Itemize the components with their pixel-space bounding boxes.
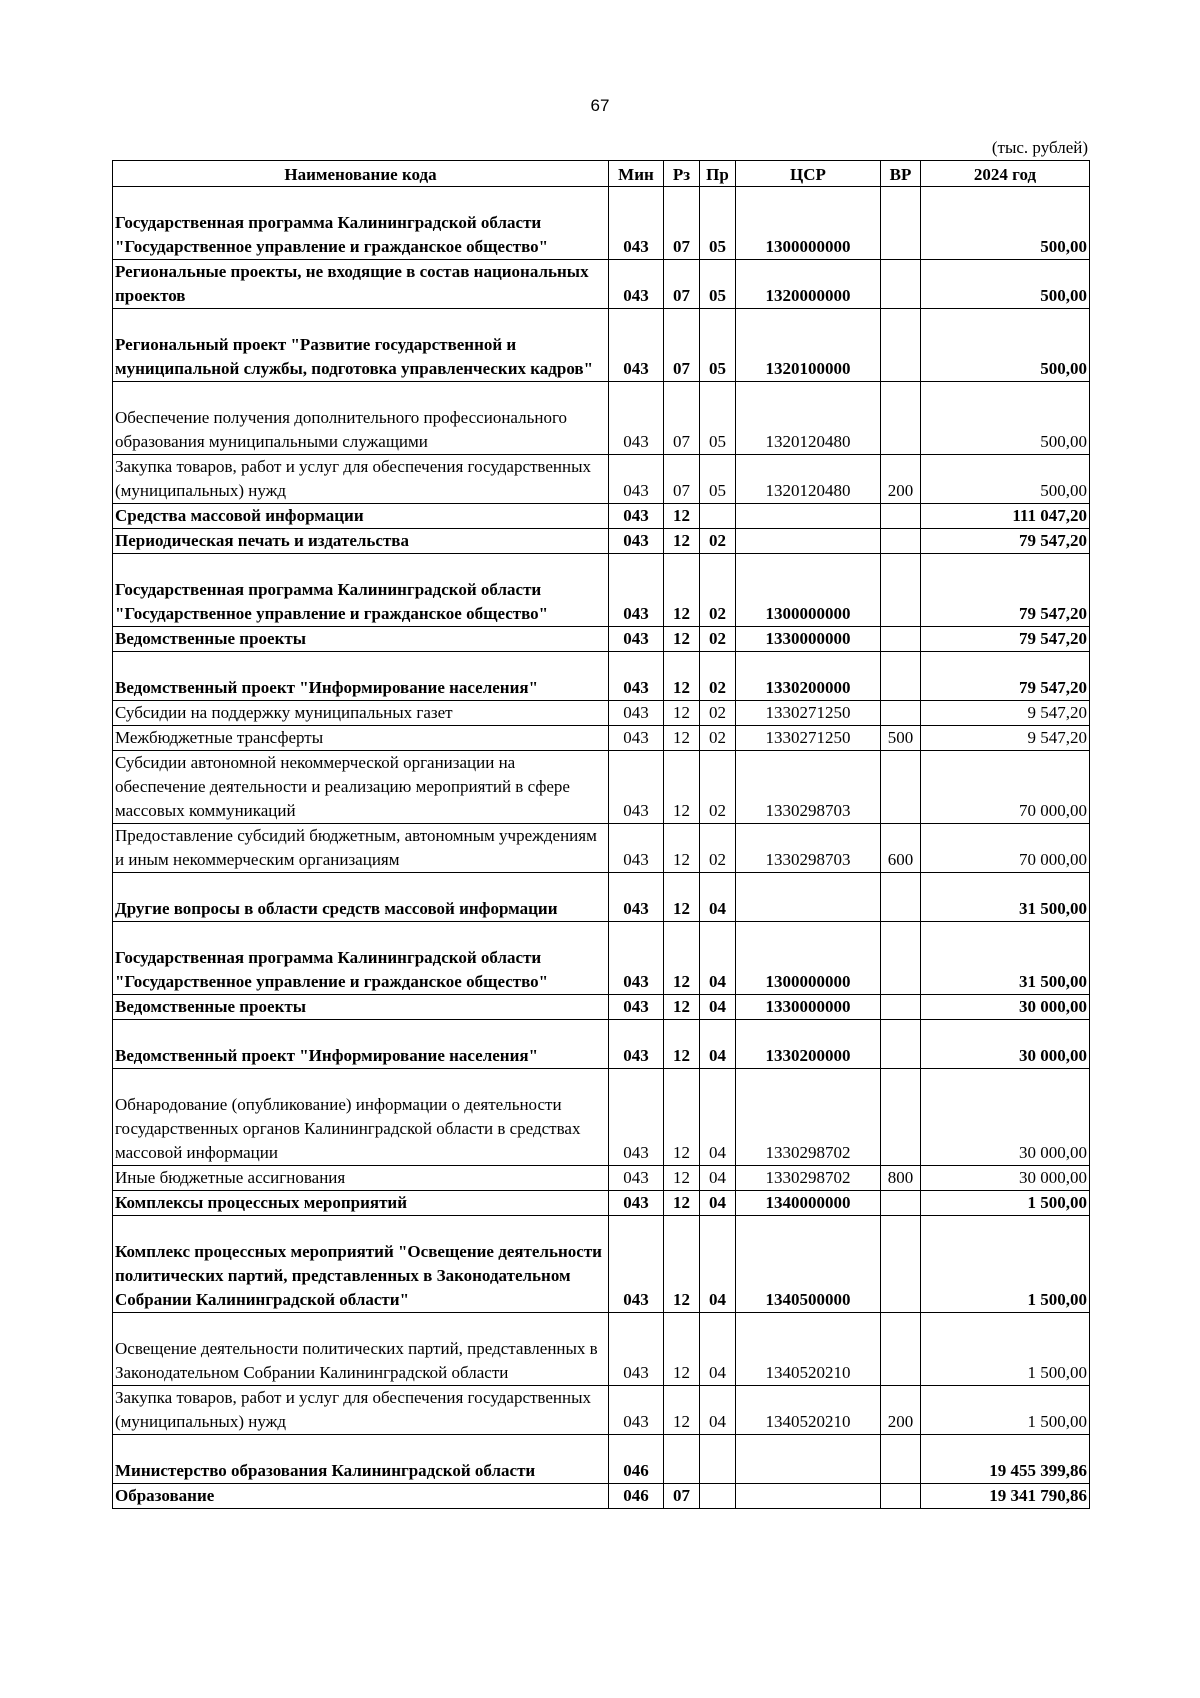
cell-rz: 12 [664, 1191, 700, 1216]
cell-pr [700, 504, 736, 529]
table-row [113, 455, 1090, 504]
cell-name: Ведомственный проект "Информирование населения" [113, 652, 609, 701]
cell-rz: 12 [664, 627, 700, 652]
cell-csr: 1340500000 [736, 1216, 881, 1313]
cell-vr [881, 309, 921, 382]
cell-amount: 500,00 [921, 260, 1090, 309]
cell-amount: 19 341 790,86 [921, 1484, 1090, 1509]
cell-rz: 07 [664, 187, 700, 260]
cell-vr: 200 [881, 455, 921, 504]
cell-rz: 12 [664, 1166, 700, 1191]
cell-amount: 500,00 [921, 309, 1090, 382]
cell-csr: 1330200000 [736, 1020, 881, 1069]
cell-amount: 31 500,00 [921, 873, 1090, 922]
cell-min: 043 [609, 554, 664, 627]
table-row [113, 1386, 1090, 1435]
cell-name: Образование [113, 1484, 609, 1509]
cell-min: 043 [609, 995, 664, 1020]
cell-min: 043 [609, 529, 664, 554]
cell-csr: 1300000000 [736, 187, 881, 260]
cell-rz: 12 [664, 995, 700, 1020]
cell-rz: 12 [664, 922, 700, 995]
cell-min: 043 [609, 873, 664, 922]
cell-csr: 1320000000 [736, 260, 881, 309]
cell-amount: 1 500,00 [921, 1313, 1090, 1386]
cell-pr: 02 [700, 824, 736, 873]
cell-amount: 79 547,20 [921, 554, 1090, 627]
cell-amount: 19 455 399,86 [921, 1435, 1090, 1484]
cell-name: Комплексы процессных мероприятий [113, 1191, 609, 1216]
cell-amount: 1 500,00 [921, 1386, 1090, 1435]
cell-csr [736, 504, 881, 529]
cell-csr: 1330000000 [736, 995, 881, 1020]
cell-pr [700, 1484, 736, 1509]
cell-vr: 800 [881, 1166, 921, 1191]
cell-min: 043 [609, 701, 664, 726]
cell-min: 046 [609, 1435, 664, 1484]
col-header-pr: Пр [700, 161, 736, 187]
cell-vr [881, 529, 921, 554]
col-header-rz: Рз [664, 161, 700, 187]
cell-amount: 79 547,20 [921, 627, 1090, 652]
cell-csr [736, 873, 881, 922]
cell-amount: 70 000,00 [921, 824, 1090, 873]
table-row [113, 309, 1090, 382]
cell-name: Ведомственные проекты [113, 627, 609, 652]
cell-vr [881, 1435, 921, 1484]
table-row [113, 1313, 1090, 1386]
cell-rz: 12 [664, 1069, 700, 1166]
cell-vr [881, 1216, 921, 1313]
cell-csr: 1340000000 [736, 1191, 881, 1216]
cell-vr [881, 751, 921, 824]
cell-min: 043 [609, 455, 664, 504]
cell-name: Предоставление субсидий бюджетным, автономным учреждениям и иным некоммерческим организациям [113, 824, 609, 873]
cell-vr [881, 701, 921, 726]
cell-rz: 12 [664, 1216, 700, 1313]
cell-pr: 05 [700, 260, 736, 309]
cell-pr: 02 [700, 529, 736, 554]
cell-pr: 05 [700, 309, 736, 382]
cell-vr: 600 [881, 824, 921, 873]
cell-csr: 1320120480 [736, 455, 881, 504]
cell-pr: 04 [700, 1166, 736, 1191]
cell-min: 043 [609, 504, 664, 529]
cell-vr [881, 1069, 921, 1166]
table-row [113, 995, 1090, 1020]
cell-pr: 04 [700, 1216, 736, 1313]
cell-pr: 04 [700, 1386, 736, 1435]
cell-rz: 12 [664, 701, 700, 726]
cell-min: 043 [609, 187, 664, 260]
cell-csr: 1340520210 [736, 1386, 881, 1435]
cell-vr [881, 652, 921, 701]
cell-name: Комплекс процессных мероприятий "Освещение деятельности политических партий, представленных в Законодательном Собрании Калининградской области" [113, 1216, 609, 1313]
cell-rz: 07 [664, 455, 700, 504]
cell-name: Другие вопросы в области средств массовой информации [113, 873, 609, 922]
cell-min: 043 [609, 751, 664, 824]
cell-csr: 1330298702 [736, 1069, 881, 1166]
cell-name: Государственная программа Калининградской области "Государственное управление и гражданское общество" [113, 922, 609, 995]
table-row [113, 1166, 1090, 1191]
cell-pr: 04 [700, 922, 736, 995]
page-number: 67 [590, 96, 610, 115]
table-header [113, 161, 1090, 187]
cell-name: Субсидии на поддержку муниципальных газет [113, 701, 609, 726]
cell-name: Региональные проекты, не входящие в состав национальных проектов [113, 260, 609, 309]
cell-csr: 1330200000 [736, 652, 881, 701]
col-header-min: Мин [609, 161, 664, 187]
cell-pr: 02 [700, 751, 736, 824]
cell-rz: 12 [664, 652, 700, 701]
cell-pr [700, 1435, 736, 1484]
cell-name: Средства массовой информации [113, 504, 609, 529]
cell-min: 043 [609, 922, 664, 995]
cell-min: 043 [609, 1386, 664, 1435]
cell-csr: 1320120480 [736, 382, 881, 455]
table-row [113, 701, 1090, 726]
cell-vr: 500 [881, 726, 921, 751]
cell-csr [736, 529, 881, 554]
cell-name: Региональный проект "Развитие государственной и муниципальной службы, подготовка управленческих кадров" [113, 309, 609, 382]
cell-min: 043 [609, 1191, 664, 1216]
cell-rz [664, 1435, 700, 1484]
cell-pr: 02 [700, 652, 736, 701]
cell-name: Межбюджетные трансферты [113, 726, 609, 751]
table-row [113, 627, 1090, 652]
cell-min: 043 [609, 1166, 664, 1191]
cell-rz: 12 [664, 751, 700, 824]
budget-table [112, 160, 1090, 1509]
cell-pr: 02 [700, 627, 736, 652]
cell-min: 043 [609, 1216, 664, 1313]
cell-vr [881, 1313, 921, 1386]
cell-csr: 1300000000 [736, 922, 881, 995]
cell-rz: 12 [664, 554, 700, 627]
cell-amount: 30 000,00 [921, 1166, 1090, 1191]
cell-csr: 1300000000 [736, 554, 881, 627]
col-header-csr: ЦСР [736, 161, 881, 187]
cell-min: 043 [609, 1313, 664, 1386]
cell-name: Министерство образования Калининградской области [113, 1435, 609, 1484]
cell-rz: 12 [664, 529, 700, 554]
table-body [113, 187, 1090, 1509]
cell-amount: 30 000,00 [921, 1069, 1090, 1166]
table-row [113, 554, 1090, 627]
table-row [113, 1435, 1090, 1484]
col-header-amount: 2024 год [921, 161, 1090, 187]
cell-csr [736, 1435, 881, 1484]
cell-pr: 04 [700, 1069, 736, 1166]
cell-vr [881, 554, 921, 627]
cell-pr: 02 [700, 726, 736, 751]
cell-pr: 05 [700, 455, 736, 504]
cell-csr: 1340520210 [736, 1313, 881, 1386]
cell-amount: 31 500,00 [921, 922, 1090, 995]
cell-amount: 30 000,00 [921, 1020, 1090, 1069]
table-row [113, 260, 1090, 309]
cell-vr [881, 1191, 921, 1216]
cell-amount: 1 500,00 [921, 1216, 1090, 1313]
col-header-vr: ВР [881, 161, 921, 187]
cell-pr: 04 [700, 1313, 736, 1386]
cell-name: Государственная программа Калининградской области "Государственное управление и гражданское общество" [113, 554, 609, 627]
cell-name: Ведомственные проекты [113, 995, 609, 1020]
cell-min: 046 [609, 1484, 664, 1509]
cell-min: 043 [609, 309, 664, 382]
cell-rz: 12 [664, 504, 700, 529]
cell-pr: 04 [700, 873, 736, 922]
cell-rz: 07 [664, 309, 700, 382]
cell-amount: 30 000,00 [921, 995, 1090, 1020]
cell-name: Периодическая печать и издательства [113, 529, 609, 554]
cell-rz: 12 [664, 726, 700, 751]
cell-rz: 12 [664, 824, 700, 873]
cell-pr: 04 [700, 995, 736, 1020]
cell-name: Субсидии автономной некоммерческой организации на обеспечение деятельности и реализацию мероприятий в сфере массовых коммуникаций [113, 751, 609, 824]
table-row [113, 726, 1090, 751]
cell-amount: 9 547,20 [921, 701, 1090, 726]
table-row [113, 1069, 1090, 1166]
cell-min: 043 [609, 260, 664, 309]
cell-amount: 9 547,20 [921, 726, 1090, 751]
cell-min: 043 [609, 1069, 664, 1166]
cell-pr: 04 [700, 1191, 736, 1216]
cell-min: 043 [609, 726, 664, 751]
cell-min: 043 [609, 652, 664, 701]
cell-rz: 07 [664, 1484, 700, 1509]
table-row [113, 922, 1090, 995]
cell-vr: 200 [881, 1386, 921, 1435]
cell-vr [881, 187, 921, 260]
cell-name: Обеспечение получения дополнительного профессионального образования муниципальными служащими [113, 382, 609, 455]
table-row [113, 1216, 1090, 1313]
table-row [113, 873, 1090, 922]
table-row [113, 751, 1090, 824]
cell-pr: 02 [700, 701, 736, 726]
cell-rz: 12 [664, 873, 700, 922]
cell-amount: 1 500,00 [921, 1191, 1090, 1216]
cell-rz: 07 [664, 382, 700, 455]
table-row [113, 1020, 1090, 1069]
table-row [113, 187, 1090, 260]
cell-amount: 70 000,00 [921, 751, 1090, 824]
table-row [113, 652, 1090, 701]
table-row [113, 1191, 1090, 1216]
cell-csr: 1330271250 [736, 726, 881, 751]
cell-name: Закупка товаров, работ и услуг для обеспечения государственных (муниципальных) нужд [113, 455, 609, 504]
table-row [113, 529, 1090, 554]
cell-pr: 04 [700, 1020, 736, 1069]
cell-rz: 07 [664, 260, 700, 309]
cell-name: Освещение деятельности политических партий, представленных в Законодательном Собрании Калининградской области [113, 1313, 609, 1386]
table-row [113, 1484, 1090, 1509]
cell-csr: 1330000000 [736, 627, 881, 652]
cell-name: Иные бюджетные ассигнования [113, 1166, 609, 1191]
cell-min: 043 [609, 1020, 664, 1069]
cell-csr: 1330271250 [736, 701, 881, 726]
cell-vr [881, 873, 921, 922]
cell-csr: 1330298702 [736, 1166, 881, 1191]
cell-name: Государственная программа Калининградской области "Государственное управление и гражданское общество" [113, 187, 609, 260]
cell-amount: 111 047,20 [921, 504, 1090, 529]
cell-vr [881, 260, 921, 309]
table-row [113, 504, 1090, 529]
cell-pr: 05 [700, 187, 736, 260]
cell-vr [881, 382, 921, 455]
cell-name: Ведомственный проект "Информирование населения" [113, 1020, 609, 1069]
cell-min: 043 [609, 824, 664, 873]
cell-rz: 12 [664, 1386, 700, 1435]
cell-amount: 500,00 [921, 187, 1090, 260]
cell-csr: 1330298703 [736, 824, 881, 873]
cell-csr [736, 1484, 881, 1509]
cell-rz: 12 [664, 1020, 700, 1069]
cell-min: 043 [609, 382, 664, 455]
cell-vr [881, 922, 921, 995]
cell-vr [881, 1020, 921, 1069]
cell-csr: 1320100000 [736, 309, 881, 382]
table-row [113, 824, 1090, 873]
cell-vr [881, 504, 921, 529]
cell-name: Обнародование (опубликование) информации о деятельности государственных органов Калининградской области в средствах массовой информации [113, 1069, 609, 1166]
cell-pr: 02 [700, 554, 736, 627]
units-note: (тыс. рублей) [991, 138, 1088, 157]
cell-vr [881, 627, 921, 652]
cell-amount: 79 547,20 [921, 652, 1090, 701]
cell-vr [881, 1484, 921, 1509]
cell-amount: 500,00 [921, 455, 1090, 504]
cell-rz: 12 [664, 1313, 700, 1386]
cell-amount: 79 547,20 [921, 529, 1090, 554]
table-row [113, 382, 1090, 455]
cell-amount: 500,00 [921, 382, 1090, 455]
cell-csr: 1330298703 [736, 751, 881, 824]
cell-vr [881, 995, 921, 1020]
col-header-name: Наименование кода [113, 161, 609, 187]
cell-min: 043 [609, 627, 664, 652]
cell-pr: 05 [700, 382, 736, 455]
header-row [113, 161, 1090, 187]
cell-name: Закупка товаров, работ и услуг для обеспечения государственных (муниципальных) нужд [113, 1386, 609, 1435]
